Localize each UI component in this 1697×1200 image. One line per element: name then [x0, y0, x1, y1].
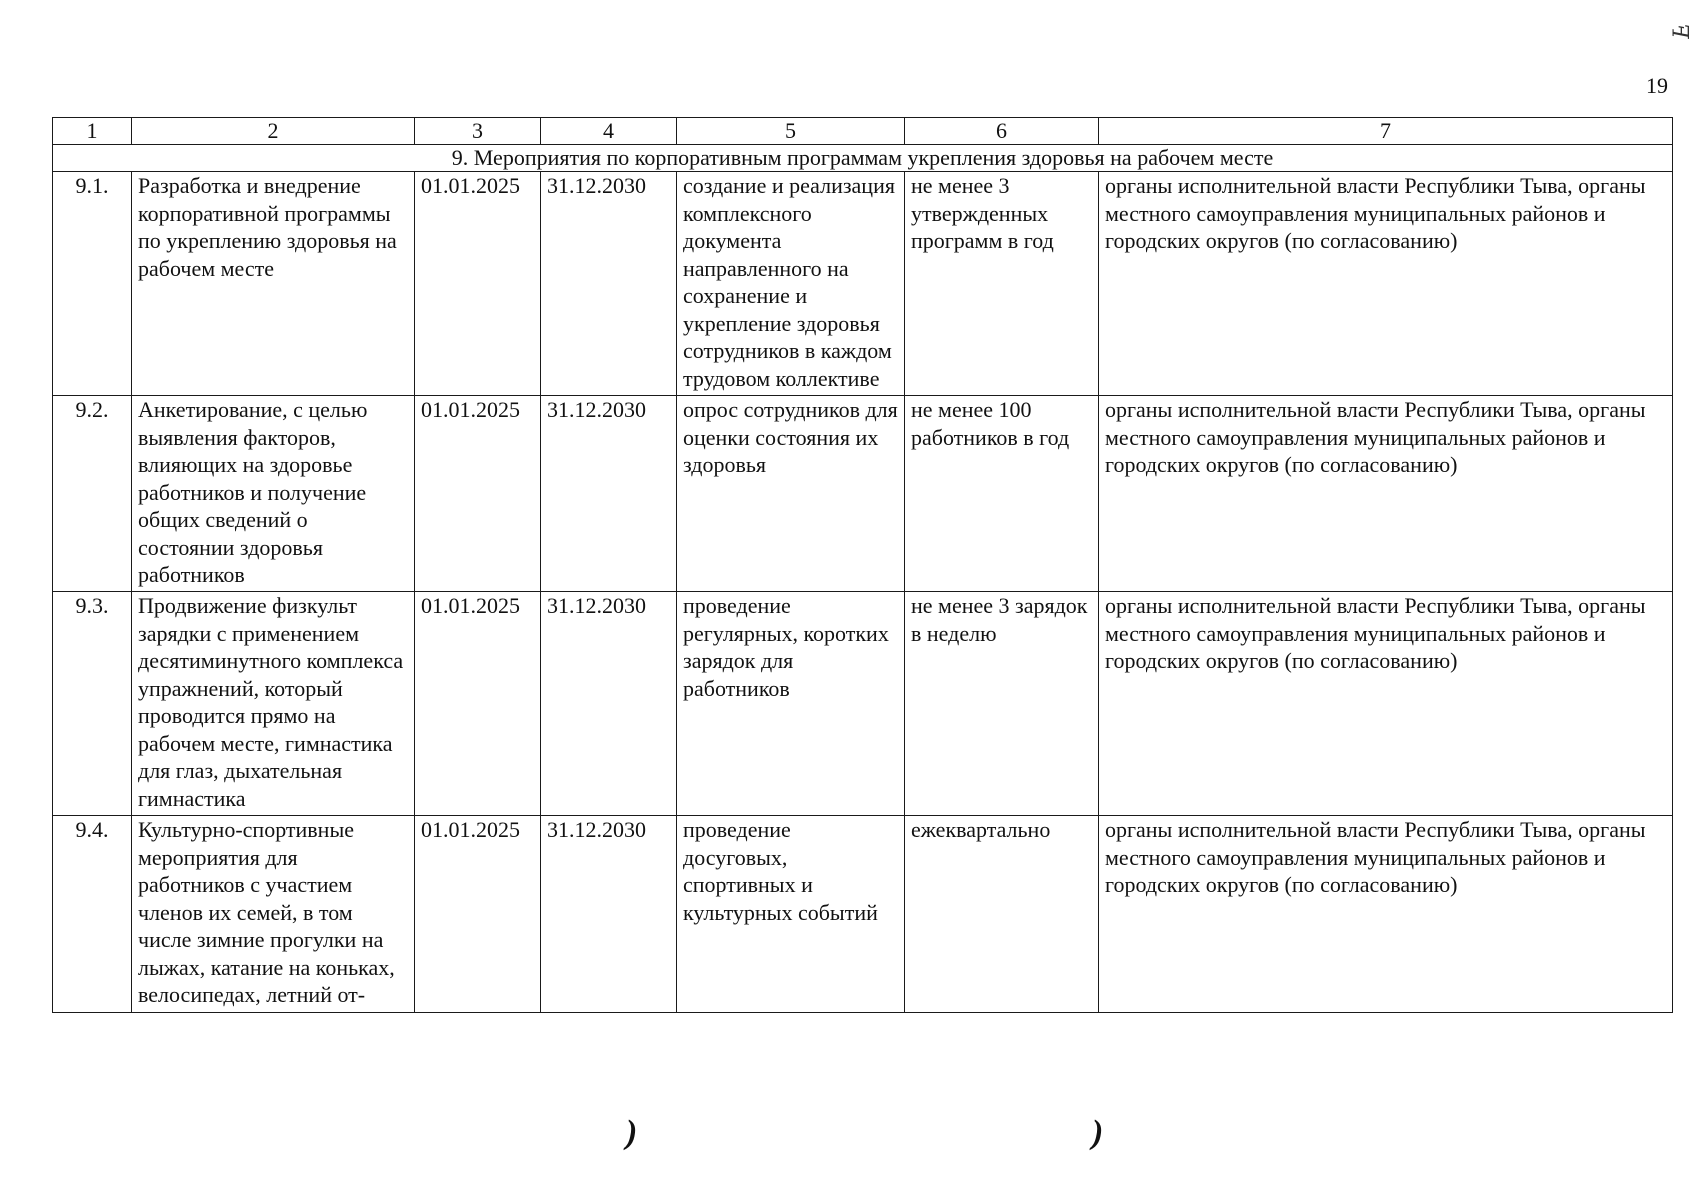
indicator: ежеквартально [905, 816, 1099, 1013]
column-number: 7 [1099, 118, 1673, 145]
indicator: не менее 3 зарядок в неделю [905, 592, 1099, 816]
table-row [53, 592, 1673, 816]
page-number: 19 [1646, 73, 1668, 98]
indicator: не менее 3 утвержденных программ в год [905, 172, 1099, 396]
section-header-row [53, 145, 1673, 172]
row-number: 9.1. [53, 172, 132, 396]
end-date: 31.12.2030 [541, 396, 677, 592]
expected-result: проведение досуговых, спортивных и культурных событий [677, 816, 905, 1013]
indicator: не менее 100 работников в год [905, 396, 1099, 592]
responsible: органы исполнительной власти Республики Тыва, органы местного самоуправления муниципальных районов и городских округов (по согласованию) [1099, 172, 1673, 396]
measure-name: Культурно-спортивные мероприятия для работников с участием членов их семей, в том числе зимние прогулки на лыжах, катание на коньках, велосипедах, летний от- [132, 816, 415, 1013]
expected-result: проведение регулярных, коротких зарядок для работников [677, 592, 905, 816]
measure-name: Анкетирование, с целью выявления факторов, влияющих на здоровье работников и получение общих сведений о состоянии здоровья работников [132, 396, 415, 592]
row-number: 9.3. [53, 592, 132, 816]
measure-name: Продвижение физкульт зарядки с применением десятиминутного комплекса упражнений, который проводится прямо на рабочем месте, гимнастика для глаз, дыхательная гимнастика [132, 592, 415, 816]
start-date: 01.01.2025 [415, 816, 541, 1013]
measure-name: Разработка и внедрение корпоративной программы по укреплению здоровья на рабочем месте [132, 172, 415, 396]
expected-result: опрос сотрудников для оценки состояния их здоровья [677, 396, 905, 592]
responsible: органы исполнительной власти Республики Тыва, органы местного самоуправления муниципальных районов и городских округов (по согласованию) [1099, 592, 1673, 816]
row-number: 9.4. [53, 816, 132, 1013]
responsible: органы исполнительной власти Республики Тыва, органы местного самоуправления муниципальных районов и городских округов (по согласованию) [1099, 396, 1673, 592]
measures-table [52, 117, 1673, 1013]
column-number-row [53, 118, 1673, 145]
binding-mark-right: ) [1092, 1114, 1104, 1151]
start-date: 01.01.2025 [415, 592, 541, 816]
expected-result: создание и реализация комплексного документа направленного на сохранение и укрепление здоровья сотрудников в каждом трудовом коллективе [677, 172, 905, 396]
column-number: 4 [541, 118, 677, 145]
column-number: 3 [415, 118, 541, 145]
column-number: 2 [132, 118, 415, 145]
table-row [53, 396, 1673, 592]
column-number: 5 [677, 118, 905, 145]
column-number: 6 [905, 118, 1099, 145]
start-date: 01.01.2025 [415, 172, 541, 396]
end-date: 31.12.2030 [541, 172, 677, 396]
end-date: 31.12.2030 [541, 816, 677, 1013]
table-row [53, 172, 1673, 396]
binding-mark-left: ) [626, 1114, 638, 1151]
row-number: 9.2. [53, 396, 132, 592]
start-date: 01.01.2025 [415, 396, 541, 592]
column-number: 1 [53, 118, 132, 145]
table-row [53, 816, 1673, 1013]
section-title: 9. Мероприятия по корпоративным программам укрепления здоровья на рабочем месте [53, 145, 1673, 172]
end-date: 31.12.2030 [541, 592, 677, 816]
handwritten-corner-mark: ꟻ [1667, 23, 1693, 39]
responsible: органы исполнительной власти Республики Тыва, органы местного самоуправления муниципальных районов и городских округов (по согласованию) [1099, 816, 1673, 1013]
